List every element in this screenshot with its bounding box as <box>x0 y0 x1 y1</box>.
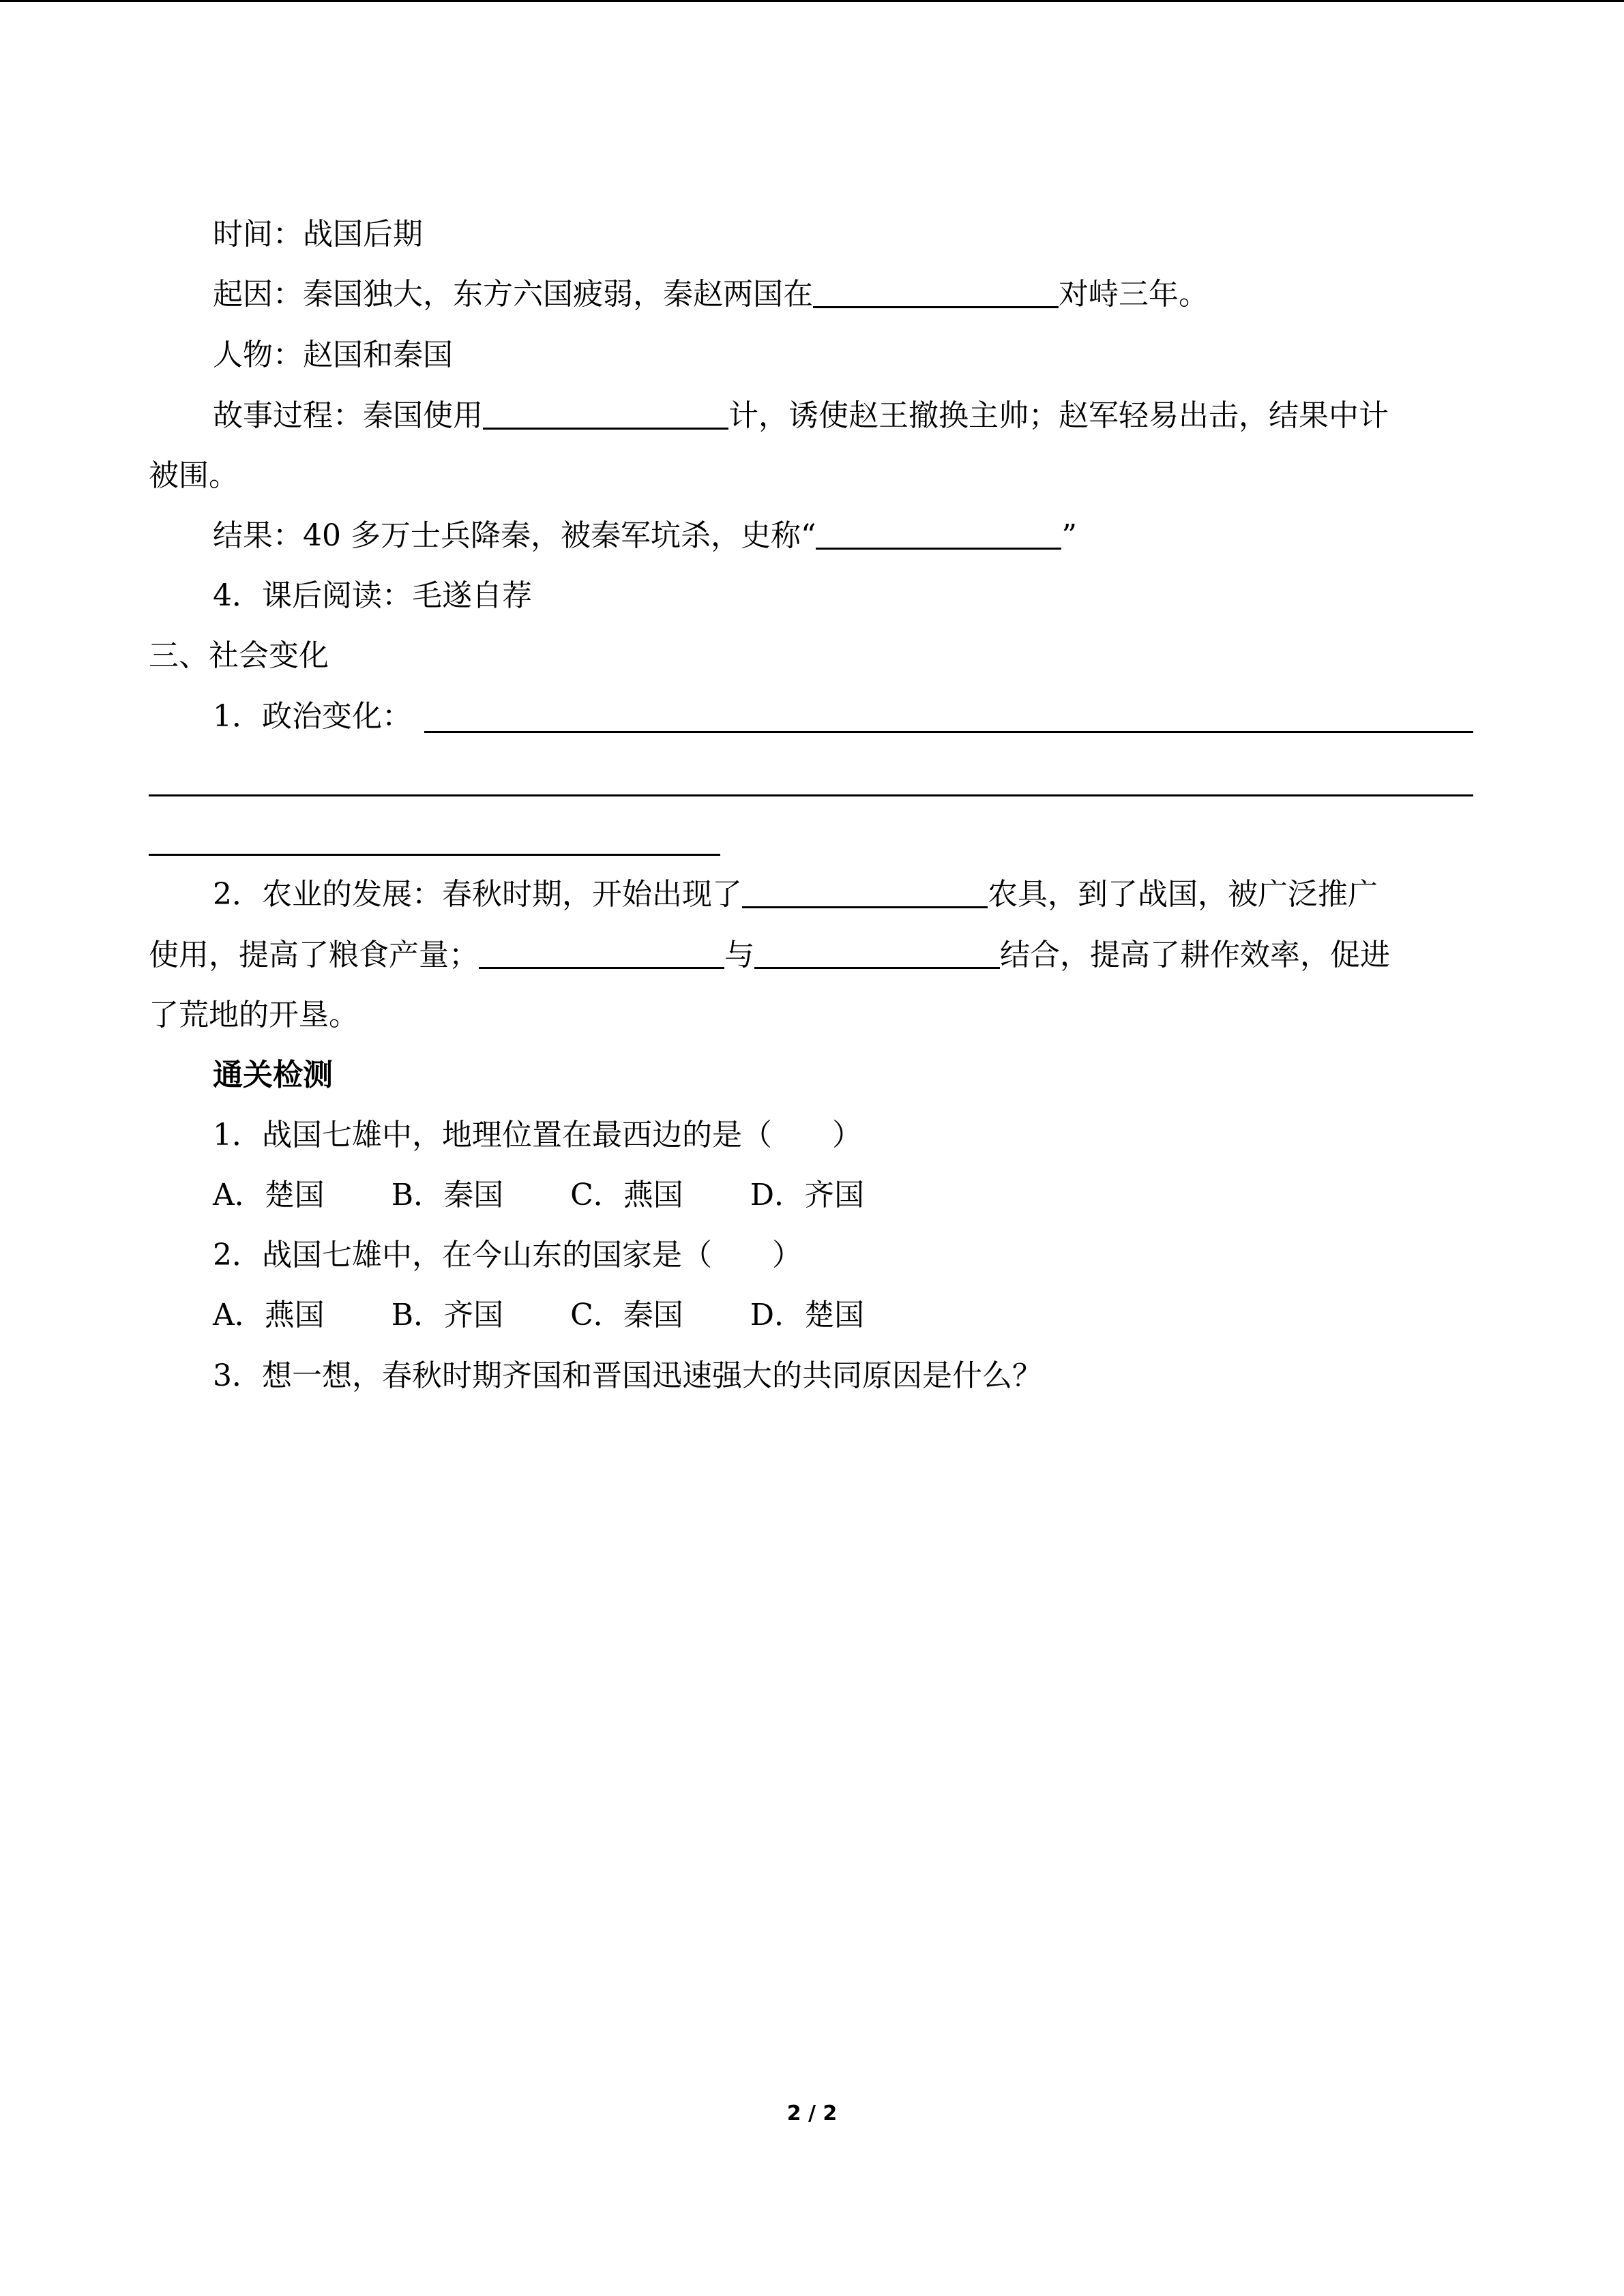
answer-line-politics-1[interactable] <box>424 731 1473 733</box>
battle-process-text-end: 计，诱使赵王撤换主帅；赵军轻易出击，结果中计 <box>728 398 1389 433</box>
agriculture-line-1 <box>213 874 1473 915</box>
agriculture-line-2 <box>149 935 1473 976</box>
option-b[interactable]: B．齐国 <box>391 1298 504 1332</box>
after-class-reading: 4．课后阅读：毛遂自荐 <box>213 578 532 613</box>
quiz-question-2-options <box>213 1295 1473 1336</box>
battle-result-text: 结果：40 多万士兵降秦，被秦军坑杀，史称“ <box>213 518 816 553</box>
agriculture-line-3: 了荒地的开垦。 <box>149 998 359 1032</box>
battle-people: 人物：赵国和秦国 <box>213 338 453 372</box>
option-c[interactable]: C．秦国 <box>570 1298 683 1332</box>
answer-line-politics-3[interactable] <box>149 854 720 856</box>
battle-process-text: 故事过程：秦国使用 <box>213 398 483 433</box>
battle-time: 时间：战国后期 <box>213 217 423 252</box>
fill-blank-tool[interactable] <box>742 876 988 908</box>
quiz-question-1: 1．战国七雄中，地理位置在最西边的是（ ） <box>213 1118 862 1152</box>
page-number: 2 / 2 <box>786 2102 838 2126</box>
agriculture-text-2: 使用，提高了粮食产量； <box>149 938 479 972</box>
agriculture-text-end: 农具，到了战国，被广泛推广 <box>988 877 1378 912</box>
option-d[interactable]: D．楚国 <box>750 1298 865 1332</box>
option-a[interactable]: A．燕国 <box>213 1298 325 1332</box>
answer-line-politics-2[interactable] <box>149 794 1473 796</box>
battle-cause-text: 起因：秦国独大，东方六国疲弱，秦赵两国在 <box>213 277 813 312</box>
agriculture-connector: 与 <box>724 938 754 972</box>
battle-process-continued: 被围。 <box>149 458 239 493</box>
top-border <box>0 0 1624 2</box>
fill-blank-strategy[interactable] <box>483 398 728 430</box>
battle-result-quote-end: ” <box>1061 518 1077 553</box>
option-d[interactable]: D．齐国 <box>750 1178 865 1212</box>
battle-cause <box>213 274 1473 315</box>
fill-blank-combination-1[interactable] <box>479 937 724 969</box>
agriculture-text-2-end: 结合，提高了耕作效率，促进 <box>1000 938 1390 972</box>
option-b[interactable]: B．秦国 <box>391 1178 504 1212</box>
battle-result <box>213 516 1473 556</box>
fill-blank-battle-name[interactable] <box>816 518 1061 550</box>
agriculture-text: 2．农业的发展：春秋时期，开始出现了 <box>213 877 742 912</box>
battle-cause-text-end: 对峙三年。 <box>1059 277 1209 312</box>
fill-blank-combination-2[interactable] <box>754 937 1000 969</box>
quiz-question-2: 2．战国七雄中，在今山东的国家是（ ） <box>213 1238 802 1272</box>
section-heading: 三、社会变化 <box>149 638 329 673</box>
option-a[interactable]: A．楚国 <box>213 1178 325 1212</box>
politics-label: 1．政治变化： <box>213 699 412 734</box>
quiz-heading: 通关检测 <box>213 1058 333 1092</box>
quiz-question-3: 3．想一想，春秋时期齐国和晋国迅速强大的共同原因是什么？ <box>213 1358 1042 1393</box>
option-c[interactable]: C．燕国 <box>570 1178 683 1212</box>
fill-blank-location[interactable] <box>813 276 1059 308</box>
quiz-question-1-options <box>213 1175 1473 1216</box>
battle-process <box>213 396 1473 436</box>
